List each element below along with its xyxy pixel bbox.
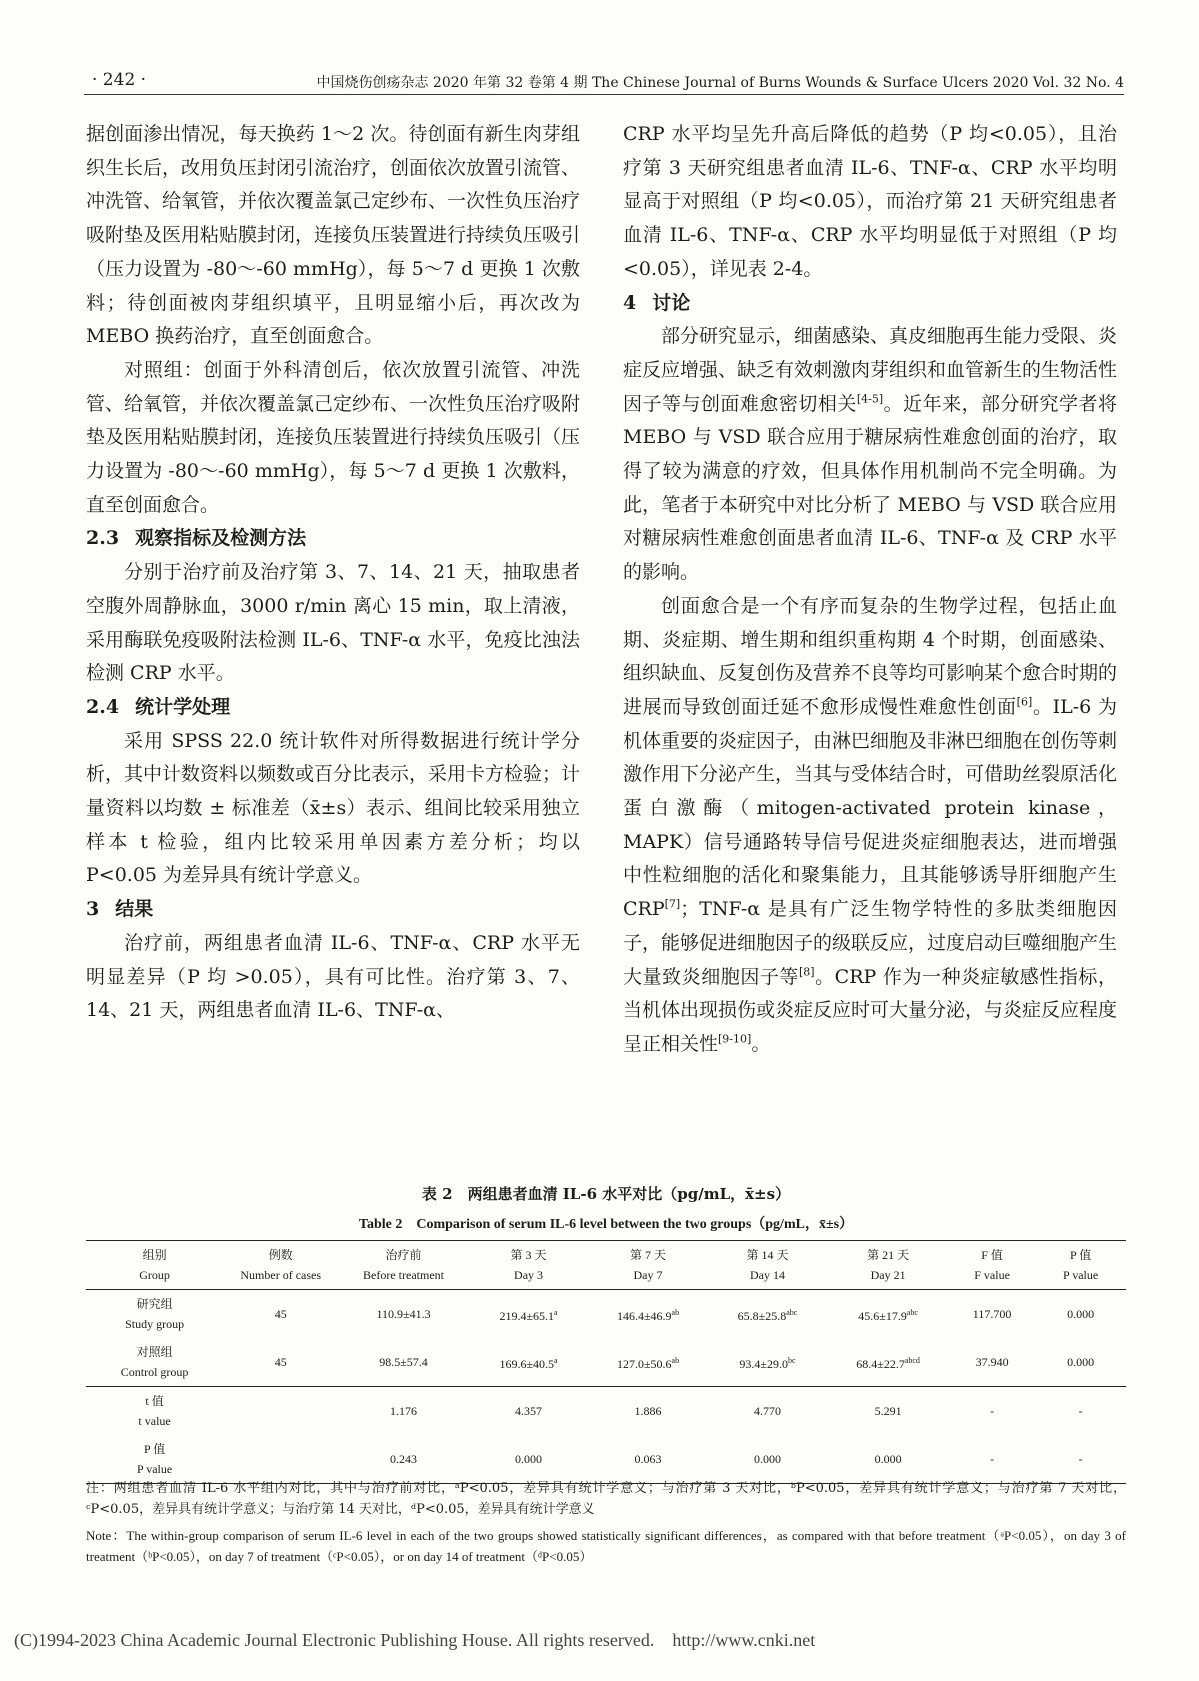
section-heading bbox=[623, 287, 1117, 321]
column-header: 组别 Group bbox=[86, 1241, 223, 1290]
table-cell: 1.176 bbox=[338, 1387, 469, 1436]
column-header: 第 3 天 Day 3 bbox=[469, 1241, 588, 1290]
citation: [8] bbox=[798, 965, 815, 979]
table-cell: 37.940 bbox=[975, 1355, 1009, 1369]
running-header bbox=[84, 66, 1124, 96]
section-number: 4 bbox=[623, 291, 637, 314]
table-cell: 4.770 bbox=[708, 1387, 827, 1436]
paragraph: 采用 SPSS 22.0 统计软件对所得数据进行统计学分析，其中计数资料以频数或百分比表示，采用卡方检验；计量资料以均数 ± 标准差（x̄±s）表示、组间比较采用独立样本 t 检验，组内比较采用单因素方差分析；均以 P<0.05 为差异具有统计学意义。 bbox=[86, 729, 581, 887]
column-header: 第 21 天 Day 21 bbox=[827, 1241, 949, 1290]
paragraph: CRP 水平均呈先升高后降低的趋势（P 均<0.05），且治疗第 3 天研究组患者血清 IL-6、TNF-α、CRP 水平均明显高于对照组（P 均<0.05），而治疗第 21 天研究组患者血清 IL-6、TNF-α、CRP 水平均明显低于对照组（P 均<0.05），详见表 2-4。 bbox=[623, 123, 1117, 280]
row-label: P 值 P value bbox=[86, 1435, 223, 1484]
paragraph: 据创面渗出情况，每天换药 1～2 次。待创面有新生肉芽组织生长后，改用负压封闭引流治疗，创面依次放置引流管、冲洗管、给氧管，并依次覆盖氯己定纱布、一次性负压治疗吸附垫及医用粘贴膜封闭，连接负压装置进行持续负压吸引（压力设置为 -80～-60 mmHg），每 5～7 d 更换 1 次敷料；待创面被肉芽组织填平，且明显缩小后，再次改为 MEBO 换药治疗，直至创面愈合。 bbox=[86, 123, 581, 348]
paragraph: 对照组：创面于外科清创后，依次放置引流管、冲洗管、给氧管，并依次覆盖氯己定纱布、一次性负压治疗吸附垫及医用粘贴膜封闭，连接负压装置进行持续负压吸引（压力设置为 -80～-60 mmHg），每 5～7 d 更换 1 次敷料，直至创面愈合。 bbox=[86, 358, 581, 516]
table-cell: $68.4\pm 22.7^{abcd}$ bbox=[856, 1355, 920, 1371]
row-label: t 值 t value bbox=[86, 1387, 223, 1436]
table-cell: - bbox=[1035, 1435, 1126, 1484]
table-cell: - bbox=[949, 1387, 1035, 1436]
journal-line: 中国烧伤创疡杂志 2020 年第 32 卷第 4 期 The Chinese Journal of Burns Wounds & Surface Ulcers 2020 Vol. 32 No. 4 bbox=[316, 75, 1124, 91]
table-cell: 169.6±40.5$^a$ bbox=[499, 1355, 558, 1371]
right-column bbox=[623, 118, 1117, 1062]
table-row bbox=[86, 1290, 1126, 1339]
citation: [7] bbox=[664, 897, 681, 911]
section-heading bbox=[86, 893, 580, 927]
table-cell: 1.886 bbox=[588, 1387, 707, 1436]
column-header: 第 7 天 Day 7 bbox=[588, 1241, 707, 1290]
table-header-row bbox=[86, 1241, 1126, 1290]
column-header: P 值 P value bbox=[1035, 1241, 1126, 1290]
section-title: 讨论 bbox=[652, 291, 691, 314]
il6-table bbox=[86, 1240, 1126, 1484]
table-cell: 0.000 bbox=[1067, 1355, 1095, 1369]
column-header: 第 14 天 Day 14 bbox=[708, 1241, 827, 1290]
table-cell: 45.6±17.9$^{abc}$ bbox=[858, 1307, 918, 1323]
table-cell: 65.8±25.8$^{abc}$ bbox=[737, 1307, 798, 1323]
left-column bbox=[86, 118, 580, 1028]
table-cell: 5.291 bbox=[827, 1387, 949, 1436]
table-cell: 0.000 bbox=[708, 1435, 827, 1484]
table-cell: 127.0±50.6$^{ab}$ bbox=[616, 1355, 680, 1371]
table-cell: - bbox=[1035, 1387, 1126, 1436]
citation: [6] bbox=[1016, 695, 1033, 709]
table-cell: 93.4±29.0$^{bc}$ bbox=[739, 1355, 796, 1371]
table-caption-zh: 表 2 两组患者血清 IL-6 水平对比（pg/mL，x̄±s） bbox=[421, 1185, 791, 1203]
table-cell: 0.243 bbox=[338, 1435, 469, 1484]
section-title: 统计学处理 bbox=[135, 695, 231, 718]
table-row bbox=[86, 1387, 1126, 1436]
table-cell: 45 bbox=[274, 1355, 287, 1369]
table-note-zh: 注：两组患者血清 IL-6 水平组内对比，其中与治疗前对比，ᵃP<0.05，差异具有统计学意义；与治疗第 3 天对比，ᵇP<0.05，差异具有统计学意义；与治疗第 7 天对比，ᶜP<0.05，差异具有统计学意义；与治疗第 14 天对比，ᵈP<0.05，差异具有统计学意义 bbox=[86, 1481, 1126, 1517]
section-title: 观察指标及检测方法 bbox=[135, 527, 307, 550]
citation: [9-10] bbox=[718, 1032, 752, 1046]
column-header: 例数 Number of cases bbox=[223, 1241, 338, 1290]
paragraph: 创面愈合是一个有序而复杂的生物学过程，包括止血期、炎症期、增生期和组织重构期 4 个时期，创面感染、组织缺血、反复创伤及营养不良等均可影响某个愈合时期的进展而导致创面迁延不愈形成慢性难愈性创面[6]。IL-6 为机体重要的炎症因子，由淋巴细胞及非淋巴细胞在创伤等刺激作用下分泌产生，当其与受体结合时，可借助丝裂原活化蛋白激酶（mitogen-activated protein kinase，MAPK）信号通路转导信号促进炎症细胞表达，进而增强中性粒细胞的活化和聚集能力，且其能够诱导肝细胞产生 CRP[7]；TNF-α 是具有广泛生物学特性的多肽类细胞因子，能够促进细胞因子的级联反应，过度启动巨噬细胞产生大量致炎细胞因子等[8]。CRP 作为一种炎症敏感性指标，当机体出现损伤或炎症反应时可大量分泌，与炎症反应程度呈正相关性[9-10]。 bbox=[623, 594, 1118, 1055]
row-label: 研究组 Study group bbox=[125, 1297, 185, 1331]
table-cell bbox=[223, 1435, 338, 1484]
table-cell: 0.063 bbox=[588, 1435, 707, 1484]
table-row bbox=[86, 1435, 1126, 1484]
section-heading bbox=[86, 522, 580, 556]
paragraph: 部分研究显示，细菌感染、真皮细胞再生能力受限、炎症反应增强、缺乏有效刺激肉芽组织和血管新生的生物活性因子等与创面难愈密切相关[4-5]。近年来，部分研究学者将 MEBO 与 VSD 联合应用于糖尿病性难愈创面的治疗，取得了较为满意的疗效，但具体作用机制尚不完全明确。为此，笔者于本研究中对比分析了 MEBO 与 VSD 联合应用对糖尿病性难愈创面患者血清 IL-6、TNF-α 及 CRP 水平的影响。 bbox=[623, 325, 1118, 584]
section-number: 3 bbox=[86, 898, 100, 921]
paragraph: 治疗前，两组患者血清 IL-6、TNF-α、CRP 水平无明显差异（P 均 >0.05），具有可比性。治疗第 3、7、14、21 天，两组患者血清 IL-6、TNF-α、 bbox=[86, 931, 580, 1022]
table-cell: 146.4±46.9$^{ab}$ bbox=[616, 1307, 680, 1323]
paragraph: 分别于治疗前及治疗第 3、7、14、21 天，抽取患者空腹外周静脉血，3000 r/min 离心 15 min，取上清液，采用酶联免疫吸附法检测 IL-6、TNF-α 水平，免疫比浊法检测 CRP 水平。 bbox=[86, 561, 580, 685]
section-number: 2.4 bbox=[86, 695, 120, 718]
table-cell: 219.4±65.1$^a$ bbox=[499, 1307, 558, 1323]
table-cell: 0.000 bbox=[469, 1435, 588, 1484]
page-number: · 242 · bbox=[92, 70, 147, 90]
column-header: 治疗前 Before treatment bbox=[338, 1241, 469, 1290]
section-number: 2.3 bbox=[86, 527, 120, 550]
table-cell: 98.5±57.4 bbox=[379, 1355, 428, 1369]
table-cell: 0.000 bbox=[827, 1435, 949, 1484]
header-rule bbox=[84, 94, 1124, 95]
section-title: 结果 bbox=[115, 898, 154, 921]
table-cell: - bbox=[949, 1435, 1035, 1484]
table-cell: 45 bbox=[274, 1307, 287, 1321]
table-caption-en: Table 2 Comparison of serum IL-6 level between the two groups（pg/mL，x̄±s） bbox=[358, 1217, 854, 1232]
column-header: F 值 F value bbox=[949, 1241, 1035, 1290]
section-heading bbox=[86, 691, 580, 725]
table-note-en: Note：The within-group comparison of serum IL-6 level in each of the two groups showed statistically significant differences，as compared with that before treatment（ᵃP<0.05），on day 3 of treatment（ᵇP<0.05），on day 7 of treatment（ᶜP<0.05），or on day 14 of treatment（ᵈP<0.05） bbox=[86, 1528, 1126, 1564]
table-cell: 0.000 bbox=[1067, 1307, 1095, 1321]
copyright-footer: (C)1994-2023 China Academic Journal Electronic Publishing House. All rights reserved. http://www.cnki.net bbox=[14, 1630, 816, 1650]
row-label: 对照组 Control group bbox=[120, 1345, 189, 1379]
table-cell: 110.9±41.3 bbox=[376, 1307, 431, 1321]
citation: [4-5] bbox=[856, 392, 884, 406]
table-row bbox=[86, 1338, 1126, 1387]
table-cell bbox=[223, 1387, 338, 1436]
table-cell: 4.357 bbox=[469, 1387, 588, 1436]
table-cell: 117.700 bbox=[972, 1307, 1012, 1321]
